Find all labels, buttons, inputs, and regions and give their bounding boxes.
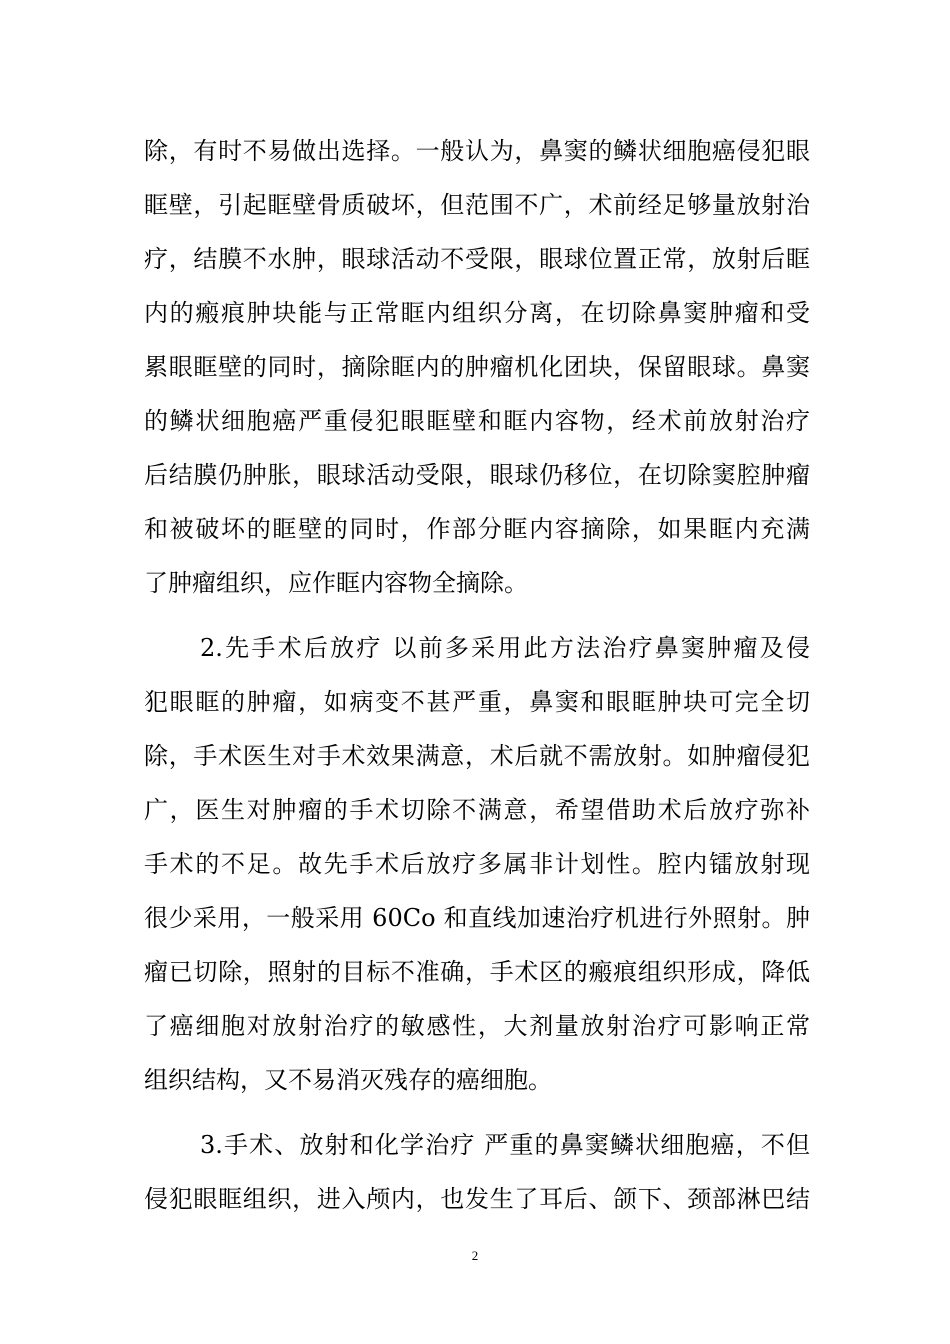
text-line: 很少采用，一般采用 60Co 和直线加速治疗机进行外照射。肿 — [144, 904, 810, 932]
text-line: 累眼眶壁的同时，摘除眶内的肿瘤机化团块，保留眼球。鼻窦 — [144, 353, 810, 381]
paragraph-combined-therapy — [144, 1118, 810, 1226]
text-line: 瘤已切除，照射的目标不准确，手术区的瘢痕组织形成，降低 — [144, 958, 810, 986]
text-line: 2.先手术后放疗 以前多采用此方法治疗鼻窦肿瘤及侵 — [200, 634, 810, 662]
page-number: 2 — [471, 1248, 479, 1263]
text-line: 眶壁，引起眶壁骨质破坏，但范围不广，术前经足够量放射治 — [144, 191, 810, 219]
text-line: 侵犯眼眶组织，进入颅内，也发生了耳后、颌下、颈部淋巴结 — [144, 1185, 810, 1213]
text-line: 了肿瘤组织，应作眶内容物全摘除。 — [144, 569, 528, 597]
text-line: 后结膜仍肿胀，眼球活动受限，眼球仍移位，在切除窦腔肿瘤 — [144, 461, 810, 489]
text-line: 除，手术医生对手术效果满意，术后就不需放射。如肿瘤侵犯 — [144, 742, 810, 770]
text-line: 犯眼眶的肿瘤，如病变不甚严重，鼻窦和眼眶肿块可完全切 — [144, 688, 810, 716]
text-line: 手术的不足。故先手术后放疗多属非计划性。腔内镭放射现 — [144, 850, 810, 878]
text-line: 和被破坏的眶壁的同时，作部分眶内容摘除，如果眶内充满 — [144, 515, 810, 543]
text-line: 组织结构，又不易消灭残存的癌细胞。 — [144, 1066, 552, 1094]
paragraph-surgery-then-radiotherapy — [144, 621, 810, 1107]
paragraph-surgery-choice — [144, 124, 810, 610]
text-line: 的鳞状细胞癌严重侵犯眼眶壁和眶内容物，经术前放射治疗 — [144, 407, 810, 435]
text-line: 了癌细胞对放射治疗的敏感性，大剂量放射治疗可影响正常 — [144, 1012, 810, 1040]
text-line: 广，医生对肿瘤的手术切除不满意，希望借助术后放疗弥补 — [144, 796, 810, 824]
text-line: 疗，结膜不水肿，眼球活动不受限，眼球位置正常，放射后眶 — [144, 245, 810, 273]
text-line: 除，有时不易做出选择。一般认为，鼻窦的鳞状细胞癌侵犯眼 — [144, 137, 810, 165]
text-line: 3.手术、放射和化学治疗 严重的鼻窦鳞状细胞癌，不但 — [200, 1131, 810, 1159]
text-line: 内的瘢痕肿块能与正常眶内组织分离，在切除鼻窦肿瘤和受 — [144, 299, 810, 327]
